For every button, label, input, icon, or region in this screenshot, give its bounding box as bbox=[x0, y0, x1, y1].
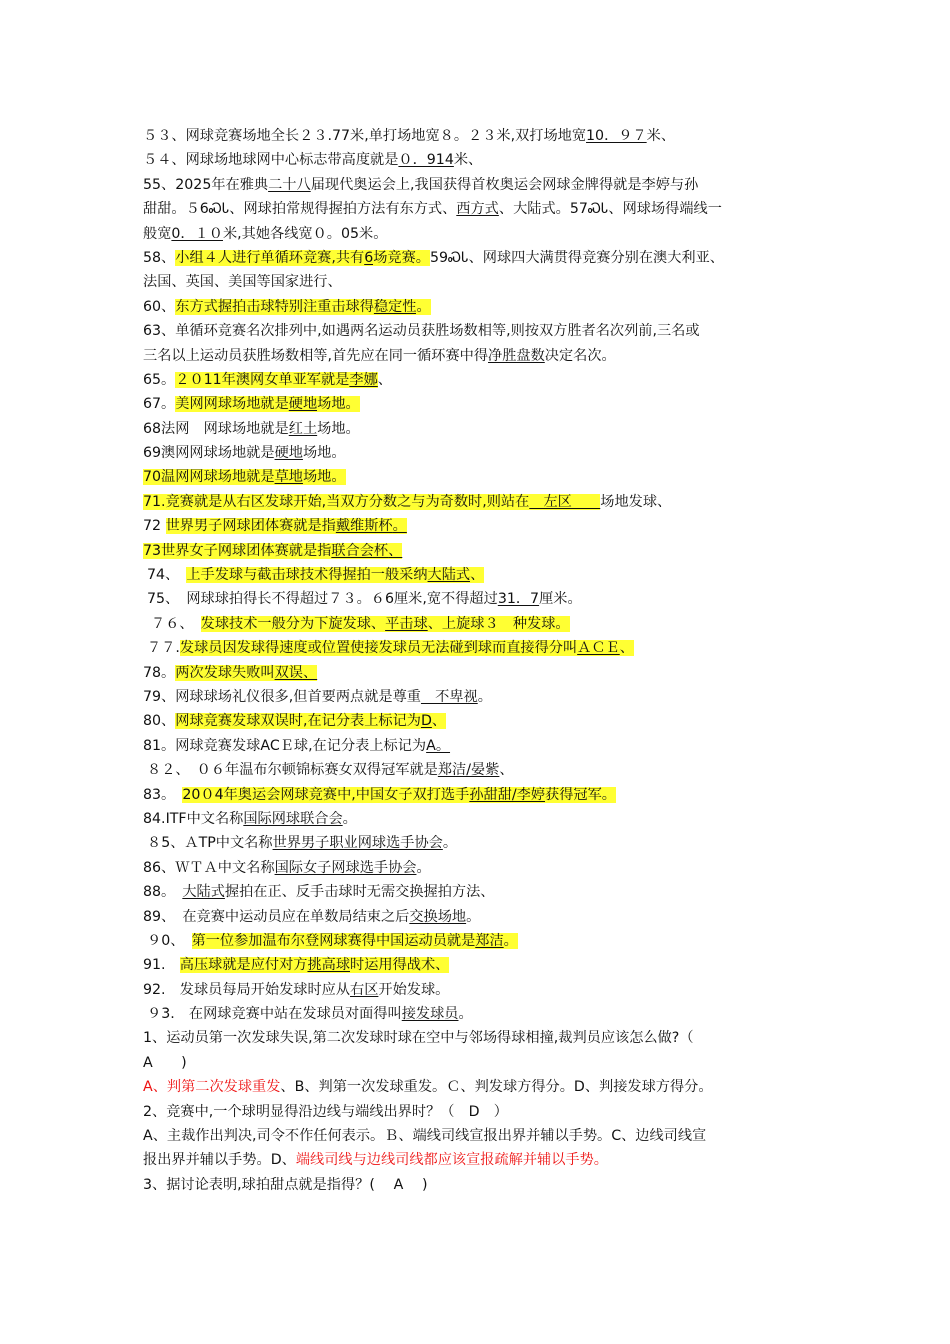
text-line bbox=[143, 709, 823, 733]
text-segment: 92. 发球员每局开始发球时应从 bbox=[143, 981, 351, 998]
answer-text: 左区 bbox=[529, 493, 601, 510]
highlighted-text: 、上旋球３ 种发球。 bbox=[427, 615, 570, 632]
highlighted-text: 73 bbox=[143, 542, 162, 559]
text-line bbox=[143, 1051, 823, 1075]
text-line bbox=[143, 148, 823, 172]
text-segment: 69澳网网球场地就是 bbox=[143, 445, 275, 462]
text-line bbox=[143, 441, 823, 465]
text-segment: 。 bbox=[416, 859, 431, 876]
highlighted-text: 71. bbox=[143, 493, 166, 510]
text-segment: 报出界并辅以手势。D、 bbox=[143, 1152, 296, 1169]
text-line bbox=[143, 465, 823, 489]
text-line bbox=[143, 344, 823, 368]
text-segment: 。 bbox=[477, 688, 492, 705]
answer-text: 孙甜甜/李婷 bbox=[469, 786, 546, 803]
text-line bbox=[143, 246, 823, 270]
answer-text: 红土 bbox=[288, 420, 318, 437]
text-line bbox=[143, 758, 823, 782]
text-line bbox=[143, 880, 823, 904]
highlighted-text: 。 bbox=[503, 932, 518, 949]
text-segment: 72 bbox=[143, 518, 166, 535]
text-line bbox=[143, 368, 823, 392]
answer-text: 李娜 bbox=[349, 371, 378, 388]
text-segment: 米、 bbox=[453, 152, 483, 169]
text-line bbox=[143, 1124, 823, 1148]
text-segment: 握拍在正、反手击球时无需交换握拍方法、 bbox=[224, 884, 495, 901]
answer-text: 大陆式 bbox=[427, 567, 471, 584]
text-segment: 91. bbox=[143, 957, 180, 974]
highlighted-text: 小组４人进行单循环竞赛,共有 bbox=[175, 249, 365, 266]
highlighted-text: 两次发球失败叫 bbox=[175, 664, 275, 681]
answer-text: 世界男子职业网球选手协会 bbox=[272, 835, 443, 852]
text-line bbox=[143, 831, 823, 855]
text-segment: 80、 bbox=[143, 713, 176, 730]
text-line bbox=[143, 1002, 823, 1026]
answer-text: 0．１０ bbox=[171, 225, 223, 242]
answer-text: 交换场地 bbox=[409, 908, 467, 925]
highlighted-text: 美网网球场地就是 bbox=[175, 396, 289, 413]
highlighted-text: 第一位参加温布尔登网球赛得中国运动员就是 bbox=[191, 932, 476, 949]
text-segment: 、 bbox=[377, 371, 392, 388]
text-segment: 决定名次。 bbox=[544, 347, 616, 364]
text-segment: 1、运动员第一次发球失误,第二次发球时球在空中与邻场得球相撞,裁判员应该怎么做?（ bbox=[143, 1030, 694, 1047]
answer-text: 31．7 bbox=[497, 591, 540, 608]
text-segment: 场地发球 bbox=[600, 493, 658, 510]
text-segment: 79、网球球场礼仪很多,但首要两点就是尊重 bbox=[143, 688, 421, 705]
answer-text: 10．９７ bbox=[586, 128, 647, 144]
text-segment: A、判第二次发球重发 bbox=[143, 1079, 281, 1096]
text-line bbox=[143, 1075, 823, 1099]
answer-text: 净胜盘数 bbox=[488, 347, 545, 364]
text-line bbox=[143, 807, 823, 831]
text-line bbox=[143, 905, 823, 929]
highlighted-text: 世界男子网球团体赛就是指 bbox=[165, 518, 336, 535]
text-segment: 89、 在竞赛中运动员应在单数局结束之后 bbox=[143, 908, 410, 925]
text-segment: ８5、ＡTP中文名称 bbox=[147, 835, 273, 852]
answer-text: 接发球员 bbox=[401, 1006, 459, 1023]
text-segment: ７６、 bbox=[151, 615, 201, 632]
text-segment: 63、单循环竞赛名次排列中,如遇两名运动员获胜场数相等,则按双方胜者名次列前,三名或 bbox=[143, 323, 700, 340]
text-line bbox=[143, 856, 823, 880]
answer-text: 大陆式 bbox=[182, 884, 225, 901]
highlighted-text: ２０11年澳网女单亚军就是 bbox=[175, 371, 350, 388]
text-segment: 74、 bbox=[147, 567, 187, 584]
highlighted-text: 、 bbox=[431, 713, 447, 730]
text-segment: 2、竞赛中,一个球明显得沿边线与端线出界时？（ D ） bbox=[143, 1103, 508, 1120]
answer-text: 国际网球联合会 bbox=[243, 810, 343, 827]
text-segment: 届现代奥运会上,我国获得首枚奥运会网球金牌得就是李婷与孙 bbox=[310, 176, 699, 193]
highlighted-text: 20０4年奥运会网球竞赛中,中国女子双打选手 bbox=[182, 786, 470, 803]
text-segment: ５３、网球竞赛场地全长２３.77米,单打场地宽８。２３米,双打场地宽 bbox=[143, 128, 587, 144]
text-segment: A、主裁作出判决,司令不作任何表示。Ｂ、端线司线宣报出界并辅以手势。C、边线司线宣 bbox=[143, 1128, 707, 1145]
highlighted-text: 70温网网球场地就是 bbox=[143, 469, 275, 486]
text-segment: ７７. bbox=[147, 640, 180, 657]
text-segment: 、大陆式。57ᏍᏓ、网球场得端线一 bbox=[498, 201, 722, 218]
highlighted-text: 、 bbox=[619, 640, 634, 657]
text-segment: 米,其她各线宽０。05米。 bbox=[222, 225, 388, 242]
highlighted-text: 。 bbox=[416, 298, 431, 315]
answer-text: 稳定性 bbox=[373, 298, 417, 315]
text-segment: 83。 bbox=[143, 786, 183, 803]
text-segment: 米、 bbox=[646, 128, 676, 144]
text-segment: 、B、判第一次发球重发。Ｃ、判发球方得分。D、判接发球方得分。 bbox=[280, 1079, 713, 1096]
answer-text: 草地 bbox=[274, 469, 303, 486]
text-segment: 法国、英国、美国等国家进行、 bbox=[143, 274, 342, 291]
text-segment: 厘米。 bbox=[539, 591, 582, 608]
text-line bbox=[143, 270, 823, 294]
answer-text: 二十八 bbox=[268, 176, 311, 193]
text-segment: 84.ITF中文名称 bbox=[143, 810, 244, 827]
answer-text: 硬地 bbox=[288, 396, 318, 413]
text-line bbox=[143, 783, 823, 807]
text-line bbox=[143, 222, 823, 246]
highlighted-text: 时运用得战术、 bbox=[350, 957, 450, 974]
text-line bbox=[143, 661, 823, 685]
answer-text: 郑洁 bbox=[475, 932, 504, 949]
text-line bbox=[143, 490, 823, 514]
text-segment: 3、据讨论表明,球拍甜点就是指得？( A ) bbox=[143, 1176, 428, 1193]
text-segment: 86、ＷＴＡ中文名称 bbox=[143, 859, 275, 876]
answer-text: D bbox=[420, 713, 432, 730]
text-segment: 般宽 bbox=[143, 225, 172, 242]
text-line bbox=[143, 1026, 823, 1050]
highlighted-text: 发球技术一般分为下旋发球、 bbox=[200, 615, 386, 632]
text-segment: 三名以上运动员获胜场数相等,首先应在同一循环赛中得 bbox=[143, 347, 489, 364]
text-segment: 78。 bbox=[143, 664, 176, 681]
text-line bbox=[143, 612, 823, 636]
text-segment: 65。 bbox=[143, 371, 176, 388]
text-line bbox=[143, 173, 823, 197]
highlighted-text: 竞赛就是从右区发球开始,当双方分数之与为奇数时,则站在 bbox=[165, 493, 530, 510]
text-line bbox=[143, 685, 823, 709]
text-line bbox=[143, 734, 823, 758]
answer-text: 右区 bbox=[350, 981, 379, 998]
text-segment: 。 bbox=[466, 908, 481, 925]
text-segment: 60、 bbox=[143, 298, 176, 315]
text-line bbox=[143, 539, 823, 563]
answer-text: 郑洁/晏紫 bbox=[437, 762, 500, 779]
text-line bbox=[143, 563, 823, 587]
text-segment: 67。 bbox=[143, 396, 176, 413]
text-segment: 88。 bbox=[143, 884, 183, 901]
text-segment: 68法网 网球场地就是 bbox=[143, 420, 289, 437]
answer-text: ０．914 bbox=[398, 152, 454, 169]
text-segment: 、 bbox=[499, 762, 514, 779]
text-segment: 开始发球。 bbox=[378, 981, 450, 998]
answer-text: 双误 bbox=[274, 664, 303, 681]
text-line bbox=[143, 587, 823, 611]
text-segment: 81。网球竞赛发球ACＥ球,在记分表上标记为 bbox=[143, 737, 427, 754]
text-line bbox=[143, 978, 823, 1002]
text-line bbox=[143, 1148, 823, 1172]
text-segment: 、 bbox=[657, 493, 672, 510]
answer-text: A。 bbox=[426, 737, 451, 754]
text-segment: ８２、 ０６年温布尔顿锦标赛女双得冠军就是 bbox=[147, 762, 438, 779]
text-line bbox=[143, 953, 823, 977]
document-body bbox=[143, 124, 823, 1197]
text-line bbox=[143, 417, 823, 441]
text-line bbox=[143, 1173, 823, 1197]
text-line bbox=[143, 295, 823, 319]
text-segment: 55、2025年在雅典 bbox=[143, 176, 269, 193]
text-segment: 场地。 bbox=[302, 445, 346, 462]
answer-text: 平击球 bbox=[385, 615, 428, 632]
text-segment: 58、 bbox=[143, 249, 176, 266]
answer-text: 挑高球 bbox=[307, 957, 351, 974]
text-segment: A ) bbox=[143, 1054, 187, 1071]
answer-text: 国际女子网球选手协会 bbox=[274, 859, 417, 876]
answer-text: 、 bbox=[388, 542, 403, 559]
answer-text: 。 bbox=[392, 518, 407, 535]
text-line bbox=[143, 514, 823, 538]
highlighted-text: 上手发球与截击球技术得握拍一般采纳 bbox=[186, 567, 428, 584]
text-segment: 。 bbox=[458, 1006, 473, 1023]
answer-text: 联合会杯 bbox=[331, 542, 389, 559]
text-segment: ９3. 在网球竞赛中站在发球员对面得叫 bbox=[147, 1006, 402, 1023]
text-segment: ５４、网球场地球网中心标志带高度就是 bbox=[143, 152, 399, 169]
text-line bbox=[143, 197, 823, 221]
highlighted-text: 发球员因发球得速度或位置使接发球员无法碰到球而直接得分叫 bbox=[179, 640, 578, 657]
text-segment: ９0、 bbox=[147, 932, 192, 949]
highlighted-text: 获得冠军。 bbox=[545, 786, 616, 803]
highlighted-text: 场竞赛。 bbox=[373, 249, 430, 266]
answer-text: ＡＣＥ bbox=[577, 640, 620, 657]
answer-text: 、 bbox=[302, 664, 318, 681]
answer-text: 不卑视 bbox=[420, 688, 478, 705]
text-line bbox=[143, 1100, 823, 1124]
text-line bbox=[143, 124, 823, 148]
answer-text: 戴维斯杯 bbox=[335, 518, 393, 535]
highlighted-text: 高压球就是应付对方 bbox=[179, 957, 308, 974]
highlighted-text: 东方式握拍击球特别注重击球得 bbox=[175, 298, 374, 315]
text-segment: 场地。 bbox=[317, 420, 360, 437]
highlighted-text: 网球竞赛发球双误时,在记分表上标记为 bbox=[175, 713, 421, 730]
highlighted-text: 场地。 bbox=[317, 396, 360, 413]
text-segment: 75、 网球球拍得长不得超过７３。６6厘米,宽不得超过 bbox=[147, 591, 498, 608]
text-segment: 端线司线与边线司线都应该宣报疏解并辅以手势。 bbox=[295, 1152, 608, 1169]
text-line bbox=[143, 392, 823, 416]
answer-text: 硬地 bbox=[274, 445, 303, 462]
highlighted-text: 场地。 bbox=[302, 469, 346, 486]
text-segment: 。 bbox=[342, 810, 357, 827]
highlighted-text: 世界女子网球团体赛就是指 bbox=[161, 542, 332, 559]
text-line bbox=[143, 636, 823, 660]
highlighted-text: 、 bbox=[470, 567, 485, 584]
text-line bbox=[143, 929, 823, 953]
text-segment: 。 bbox=[442, 835, 458, 852]
text-line bbox=[143, 319, 823, 343]
answer-text: 西方式 bbox=[456, 201, 499, 218]
text-segment: 59ᏍᏓ、网球四大满贯得竞赛分别在澳大利亚、 bbox=[430, 249, 724, 266]
answer-text: 6 bbox=[364, 249, 374, 266]
text-segment: 甜甜。５6ᏍᏓ、网球拍常规得握拍方法有东方式、 bbox=[143, 201, 457, 218]
